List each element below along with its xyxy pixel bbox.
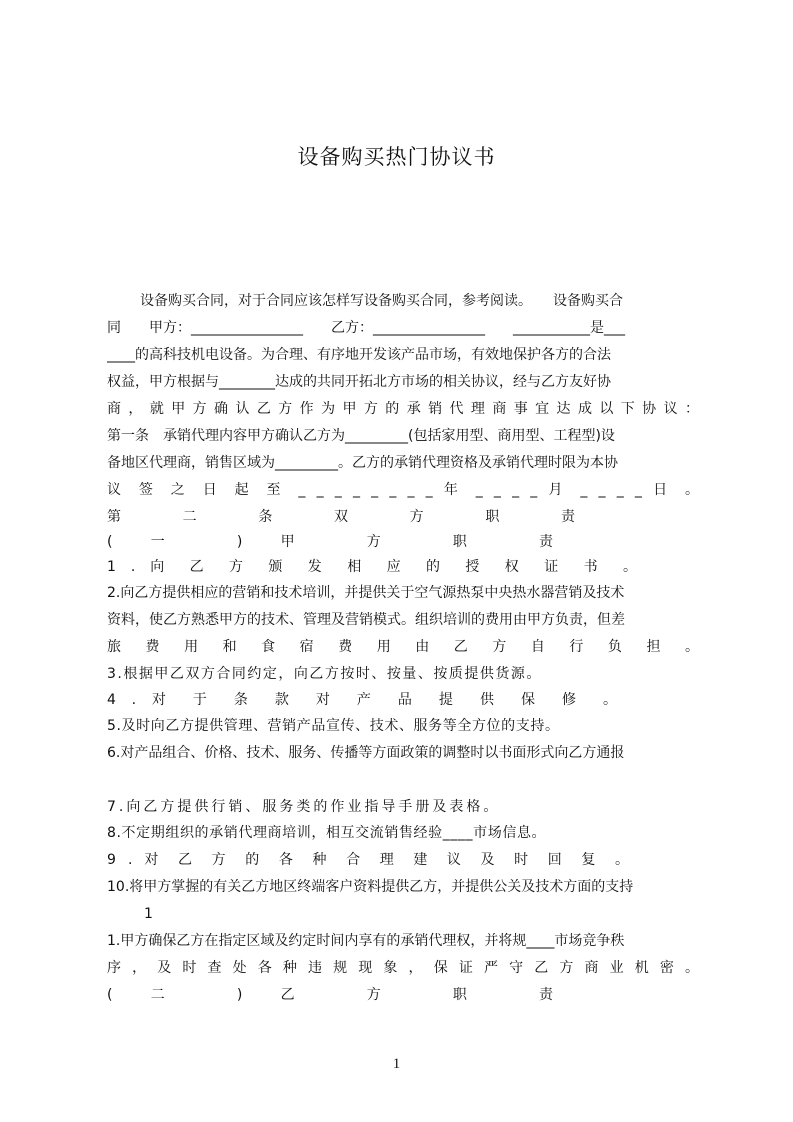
paragraph-line: 议 签 之 日 起 至 _ _ _ _ _ _ _ _ 年 _ _ _ _ 月 _ _ _ _ 日 。 bbox=[107, 482, 699, 498]
list-item: 7.向乙方提供行销、服务类的作业指导手册及表格。 bbox=[107, 799, 501, 815]
section-heading: 第 二 条 双 方 职 责 bbox=[107, 509, 575, 525]
section-heading: ( 二 ) 乙 方 职 责 bbox=[107, 987, 553, 1003]
list-item: 5.及时向乙方提供管理、营销产品宣传、技术、服务等全方位的支持。 bbox=[107, 718, 560, 734]
page-number: 1 bbox=[392, 1056, 401, 1072]
list-item: 1 . 向 乙 方 颁 发 相 应 的 授 权 证 书 。 bbox=[107, 559, 637, 575]
page-marker: 1 bbox=[144, 906, 153, 922]
paragraph-line: 序 ， 及 时 查 处 各 种 违 规 现 象 ， 保 证 严 守 乙 方 商 业 机 密 。 bbox=[107, 960, 699, 976]
paragraph-line: 资料，使乙方熟悉甲方的技术、管理及营销模式。组织培训的费用由甲方负责，但差 bbox=[107, 612, 625, 628]
list-item: 2.向乙方提供相应的营销和技术培训，并提供关于空气源热泵中央热水器营销及技术 bbox=[107, 585, 625, 601]
list-item: 9 . 对 乙 方 的 各 种 合 理 建 议 及 时 回 复 。 bbox=[107, 852, 629, 868]
list-item: 1.甲方确保乙方在指定区域及约定时间内享有的承销代理权，并将规____市场竞争秩 bbox=[107, 933, 625, 949]
paragraph-line: 旅 费 用 和 食 宿 费 用 由 乙 方 自 行 负 担 。 bbox=[107, 639, 699, 655]
paragraph-line: 备地区代理商，销售区域为_________。乙方的承销代理资格及承销代理时限为本协 bbox=[107, 455, 618, 471]
list-item: 8.不定期组织的承销代理商培训，相互交流销售经验____市场信息。 bbox=[107, 825, 547, 841]
paragraph-line: 第一条 承销代理内容甲方确认乙方为_________(包括家用型、商用型、工程型)设 bbox=[107, 428, 615, 444]
list-item: 10.将甲方掌握的有关乙方地区终端客户资料提供乙方，并提供公关及技术方面的支持 bbox=[107, 879, 634, 895]
paragraph-line: 商 ， 就 甲 方 确 认 乙 方 作 为 甲 方 的 承 销 代 理 商 事 宜 达 成 以 下 协 议 ： bbox=[107, 401, 699, 417]
section-heading: ( 一 ) 甲 方 职 责 bbox=[107, 534, 553, 550]
document-title: 设备购买热门协议书 bbox=[297, 145, 496, 169]
list-item: 4 . 对 于 条 款 对 产 品 提 供 保 修 。 bbox=[107, 692, 617, 708]
list-item: 3.根据甲乙双方合同约定，向乙方按时、按量、按质提供货源。 bbox=[107, 666, 542, 682]
paragraph-line: 权益，甲方根据与________达成的共同开拓北方市场的相关协议，经与乙方友好协 bbox=[107, 374, 611, 390]
paragraph-line: 设备购买合同，对于合同应该怎样写设备购买合同，参考阅读。 设备购买合 bbox=[140, 293, 623, 309]
paragraph-line: 同 甲方：________________ 乙方：________________ ___________是___ bbox=[107, 320, 625, 336]
list-item: 6.对产品组合、价格、技术、服务、传播等方面政策的调整时以书面形式向乙方通报 bbox=[107, 745, 625, 761]
paragraph-line: ____的高科技机电设备。为合理、有序地开发该产品市场，有效地保护各方的合法 bbox=[107, 347, 611, 363]
